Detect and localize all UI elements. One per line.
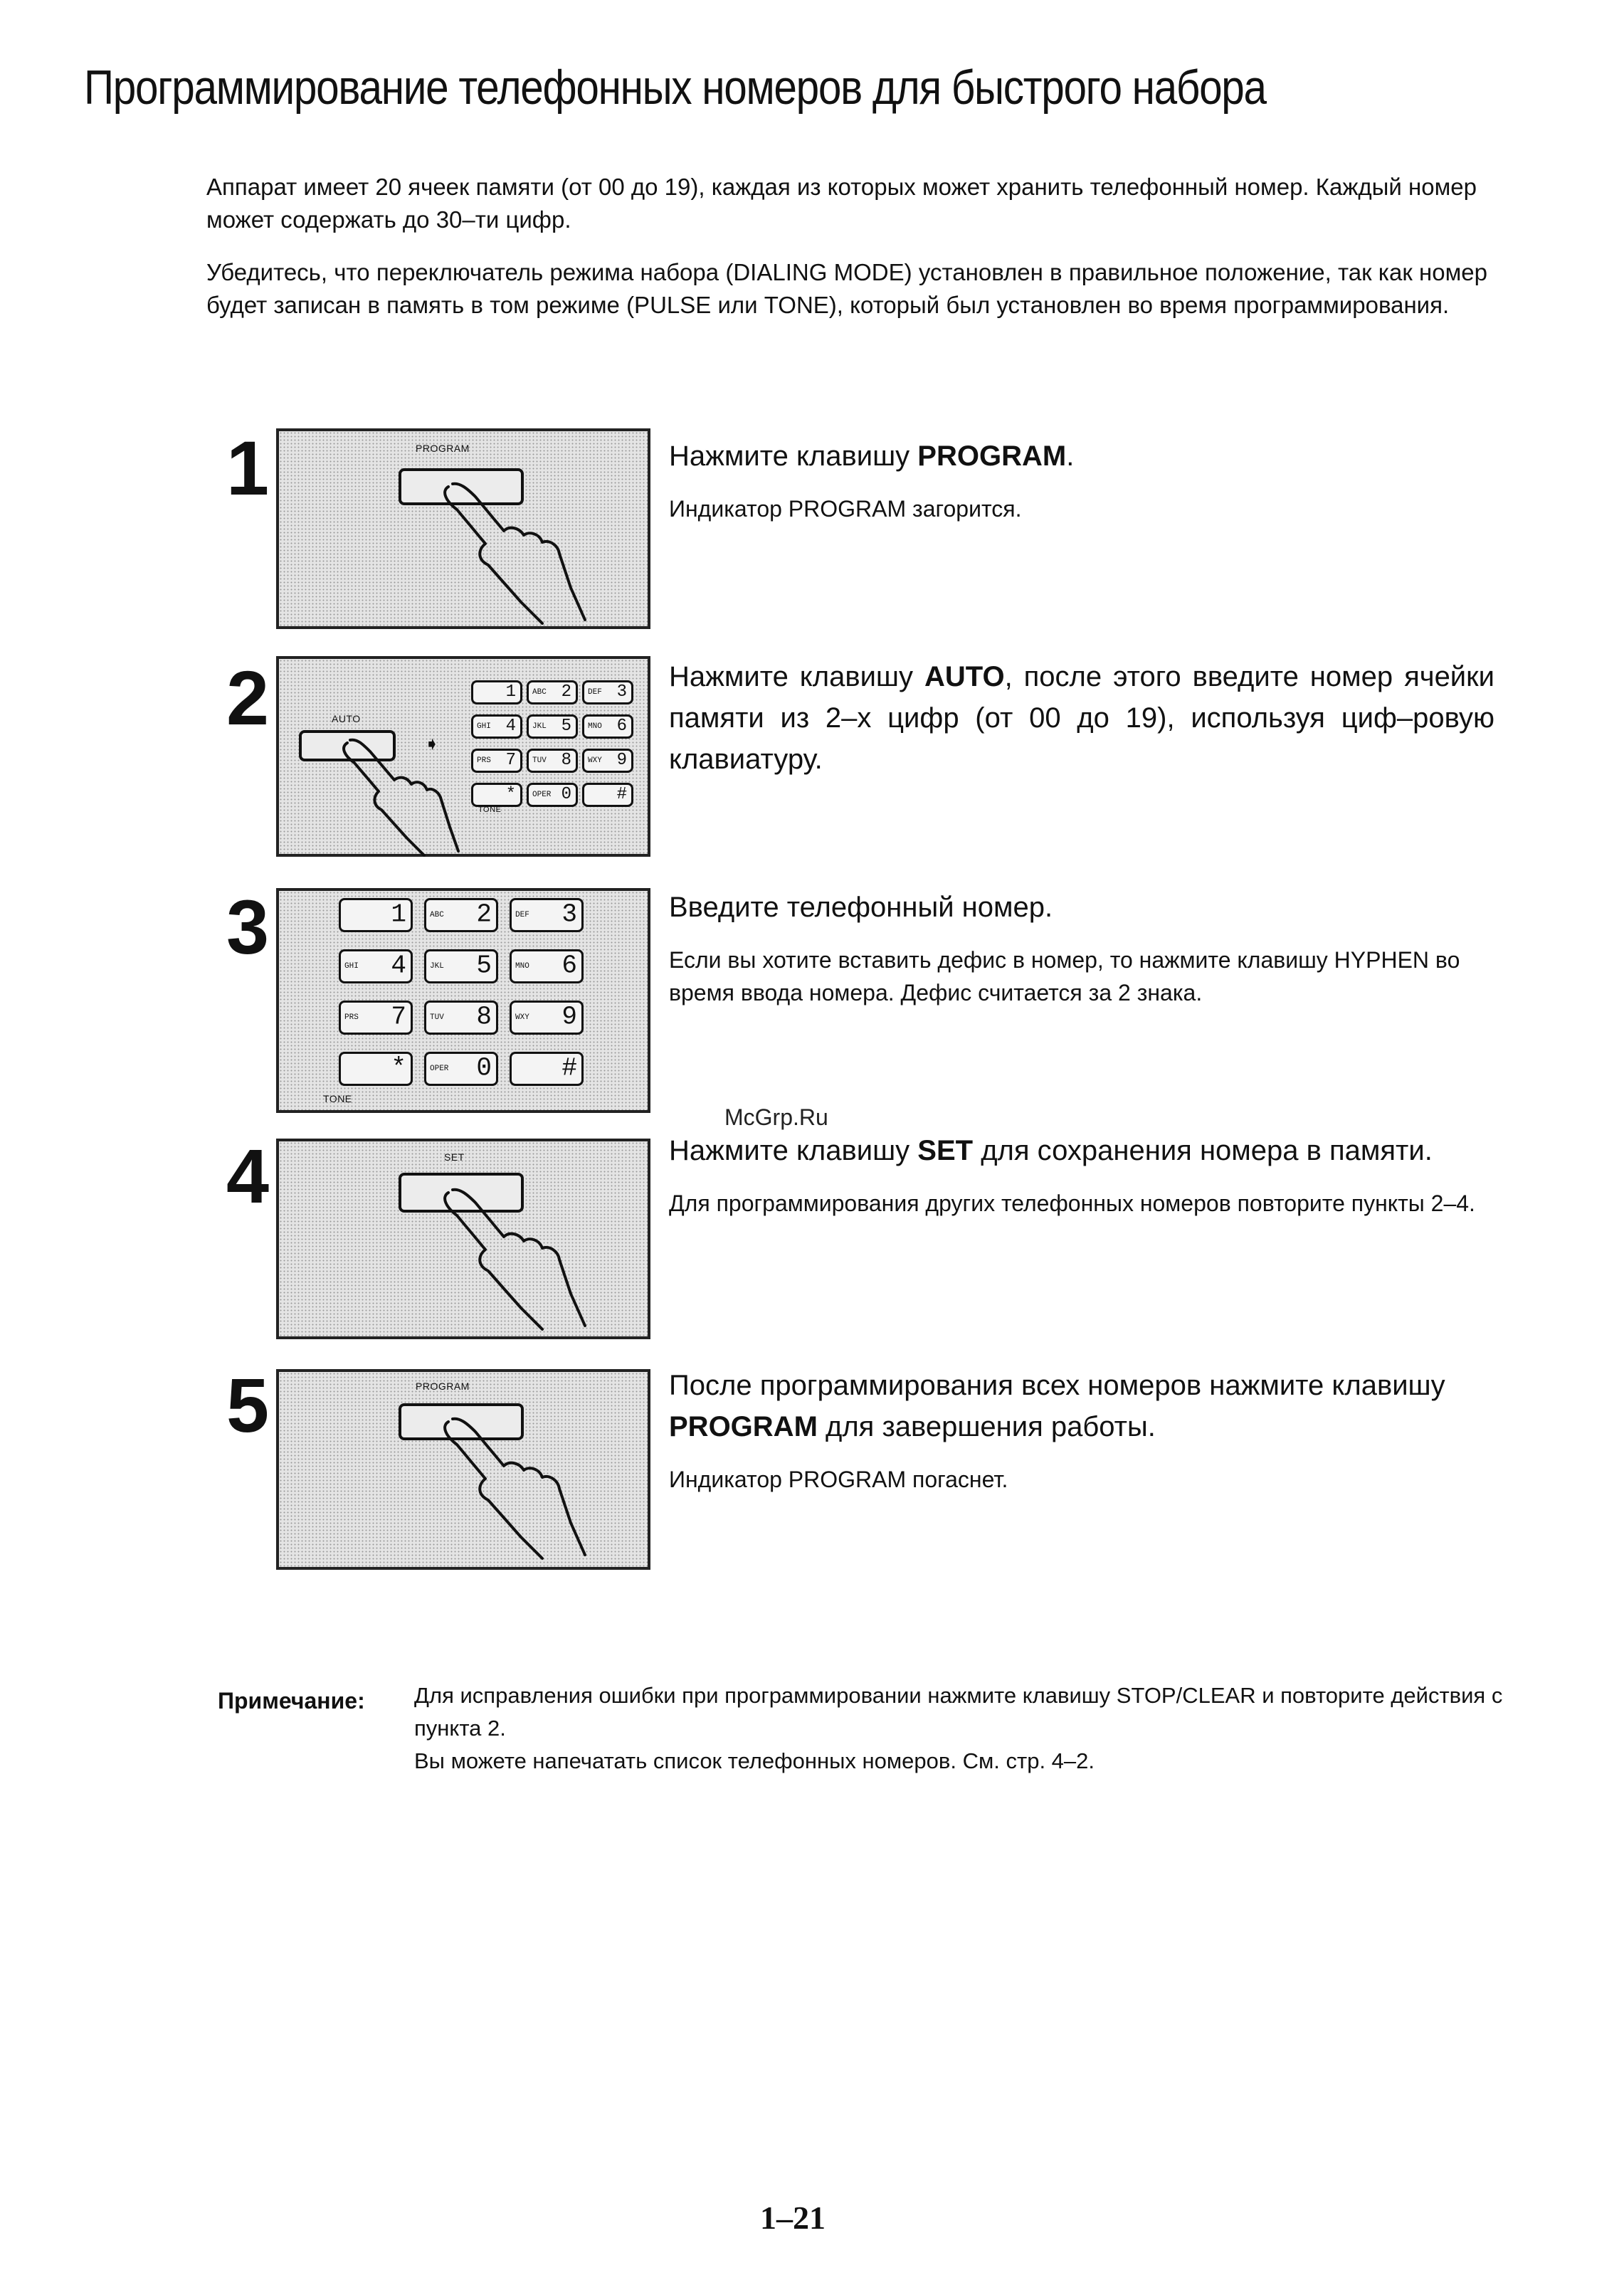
keypad-key-letters: PRS [344,1013,359,1022]
keypad-key-digit: 0 [561,784,571,804]
keypad-key-digit: 4 [391,951,406,981]
keypad-key-letters: TUV [430,1013,444,1022]
keypad-key-digit: 9 [561,1002,577,1032]
keypad-key [339,1001,413,1035]
step-3-instruction [669,887,1494,928]
keypad-key [510,1001,584,1035]
step-number-4: 4 [226,1133,270,1219]
intro-paragraph-2: Убедитесь, что переключатель режима набора (DIALING MODE) установлен в правильное положение, так как номер будет записан в память в том режиме (PULSE или TONE), который был установлен во время программирования. [206,259,1487,318]
keypad-key-digit: # [561,1053,577,1083]
keypad-key [471,783,522,807]
step-1-instruction-end: . [1066,440,1075,472]
keypad-key-digit: 5 [476,951,492,981]
step-1-instruction-text: Нажмите клавишу [669,440,918,472]
step-4-instruction [669,1130,1494,1171]
step-2-text [669,656,1494,780]
keypad-key [510,898,584,932]
keypad-key-digit: 4 [505,716,516,736]
step-1-note: Индикатор PROGRAM загорится. [669,496,1022,522]
step-5-instruction-end: для завершения работы. [817,1411,1156,1442]
auto-key-label: AUTO [332,713,361,724]
step-1-illustration [276,428,650,629]
keypad-key-letters: ABC [430,911,444,919]
step-1-instruction [669,435,1494,477]
keypad-key-letters: MNO [515,962,529,971]
step-3-instruction-text: Введите телефонный номер. [669,892,1053,923]
intro-paragraph-1: Аппарат имеет 20 ячеек памяти (от 00 до 19), каждая из которых может хранить телефонный номер. Каждый номер может содержать до 30–ти цифр. [206,174,1477,233]
keypad-small [471,680,642,815]
note-label: Примечание: [218,1688,365,1714]
keypad-key-digit: 6 [616,716,627,736]
keypad-key-digit: 3 [561,899,577,929]
keypad-key-digit: 7 [505,750,516,770]
keypad-key-digit: 3 [616,682,627,702]
step-number-3: 3 [226,884,270,970]
keypad-key-digit: 7 [391,1002,406,1032]
note-line-1: Для исправления ошибки при программировании нажмите клавишу STOP/CLEAR и повторите действия с пункта 2. [414,1683,1503,1741]
step-2-instruction [669,656,1494,780]
program-key-name: PROGRAM [917,440,1067,472]
keypad-key [424,1001,498,1035]
step-5-illustration [276,1369,650,1570]
step-1-text [669,435,1494,525]
keypad-key-digit: 5 [561,716,571,736]
keypad-key-digit: * [505,784,516,804]
keypad-key-letters: MNO [588,722,602,731]
keypad-key [582,783,633,807]
watermark: McGrp.Ru [724,1104,828,1130]
keypad-key-letters: PRS [477,756,491,765]
keypad-large [339,898,595,1104]
note-text [414,1679,1510,1778]
step-5-instruction-text: После программирования всех номеров нажмите клавишу [669,1370,1445,1401]
keypad-key-letters: JKL [532,722,547,731]
keypad-key [424,898,498,932]
program-key-name: PROGRAM [669,1411,818,1442]
set-key-name: SET [917,1135,974,1166]
step-number-1: 1 [226,425,270,511]
keypad-key-digit: 0 [476,1053,492,1083]
step-3-text [669,887,1494,1009]
step-2-instruction-end: , после этого введите номер ячейки памяти из 2–х цифр (от 00 до 19), используя циф–ровую клавиатуру. [669,661,1494,775]
step-5-instruction [669,1365,1494,1447]
keypad-key-letters: GHI [344,962,359,971]
pressing-hand-icon [436,481,599,630]
page-title: Программирование телефонных номеров для быстрого набора [84,60,1266,115]
keypad-key-digit: 6 [561,951,577,981]
step-number-2: 2 [226,655,270,741]
step-3-note: Если вы хотите вставить дефис в номер, то нажмите клавишу HYPHEN во время ввода номера. Дефис считается за 2 знака. [669,947,1460,1005]
step-4-illustration [276,1139,650,1339]
pressing-hand-icon [336,737,464,858]
keypad-key [527,680,578,704]
keypad-key-digit: 8 [561,750,571,770]
keypad-key [510,949,584,983]
note-line-2: Вы можете напечатать список телефонных номеров. См. стр. 4–2. [414,1748,1095,1773]
program-key-label: PROGRAM [416,1381,470,1392]
step-5-note: Индикатор PROGRAM погаснет. [669,1467,1008,1492]
keypad-key-letters: DEF [515,911,529,919]
keypad-key-letters: GHI [477,722,491,731]
pressing-hand-icon [436,1187,599,1336]
keypad-key [527,714,578,739]
keypad-key-digit: 2 [561,682,571,702]
keypad-key [339,949,413,983]
keypad-key-digit: # [616,784,627,804]
keypad-key-letters: TUV [532,756,547,765]
keypad-key-letters: OPER [532,791,552,799]
keypad-key-letters: WXY [588,756,602,765]
keypad-key-digit: 9 [616,750,627,770]
step-2-illustration [276,656,650,857]
step-2-instruction-text: Нажмите клавишу [669,661,924,692]
keypad-key-letters: ABC [532,688,547,697]
step-number-5: 5 [226,1362,270,1448]
keypad-key [510,1052,584,1086]
step-4-note: Для программирования других телефонных номеров повторите пункты 2–4. [669,1191,1475,1216]
keypad-key [471,749,522,773]
keypad-key [471,680,522,704]
keypad-key [582,749,633,773]
keypad-key-digit: * [391,1053,406,1083]
keypad-key [527,749,578,773]
step-4-instruction-end: для сохранения номера в памяти. [973,1135,1433,1166]
keypad-key [424,949,498,983]
keypad-key-letters: JKL [430,962,444,971]
keypad-key-digit: 1 [505,682,516,702]
keypad-key [339,1052,413,1086]
keypad-key-digit: 2 [476,899,492,929]
keypad-key [471,714,522,739]
arrow-icon: ➧ [424,733,440,754]
keypad-key [582,714,633,739]
keypad-key-digit: 1 [391,899,406,929]
keypad-key [339,898,413,932]
set-key-label: SET [444,1151,465,1163]
keypad-key-letters: WXY [515,1013,529,1022]
keypad-key-digit: 8 [476,1002,492,1032]
tone-label: TONE [478,806,502,814]
keypad-key [527,783,578,807]
pressing-hand-icon [436,1416,599,1566]
keypad-key [424,1052,498,1086]
keypad-key [582,680,633,704]
step-4-instruction-text: Нажмите клавишу [669,1135,918,1166]
step-5-text [669,1365,1494,1496]
program-key-label: PROGRAM [416,443,470,454]
tone-label: TONE [323,1093,352,1104]
auto-key-name: AUTO [924,661,1005,692]
step-4-text [669,1130,1494,1220]
keypad-key-letters: DEF [588,688,602,697]
step-3-illustration [276,888,650,1113]
page-number: 1–21 [760,2200,826,2236]
keypad-key-letters: OPER [430,1065,449,1073]
